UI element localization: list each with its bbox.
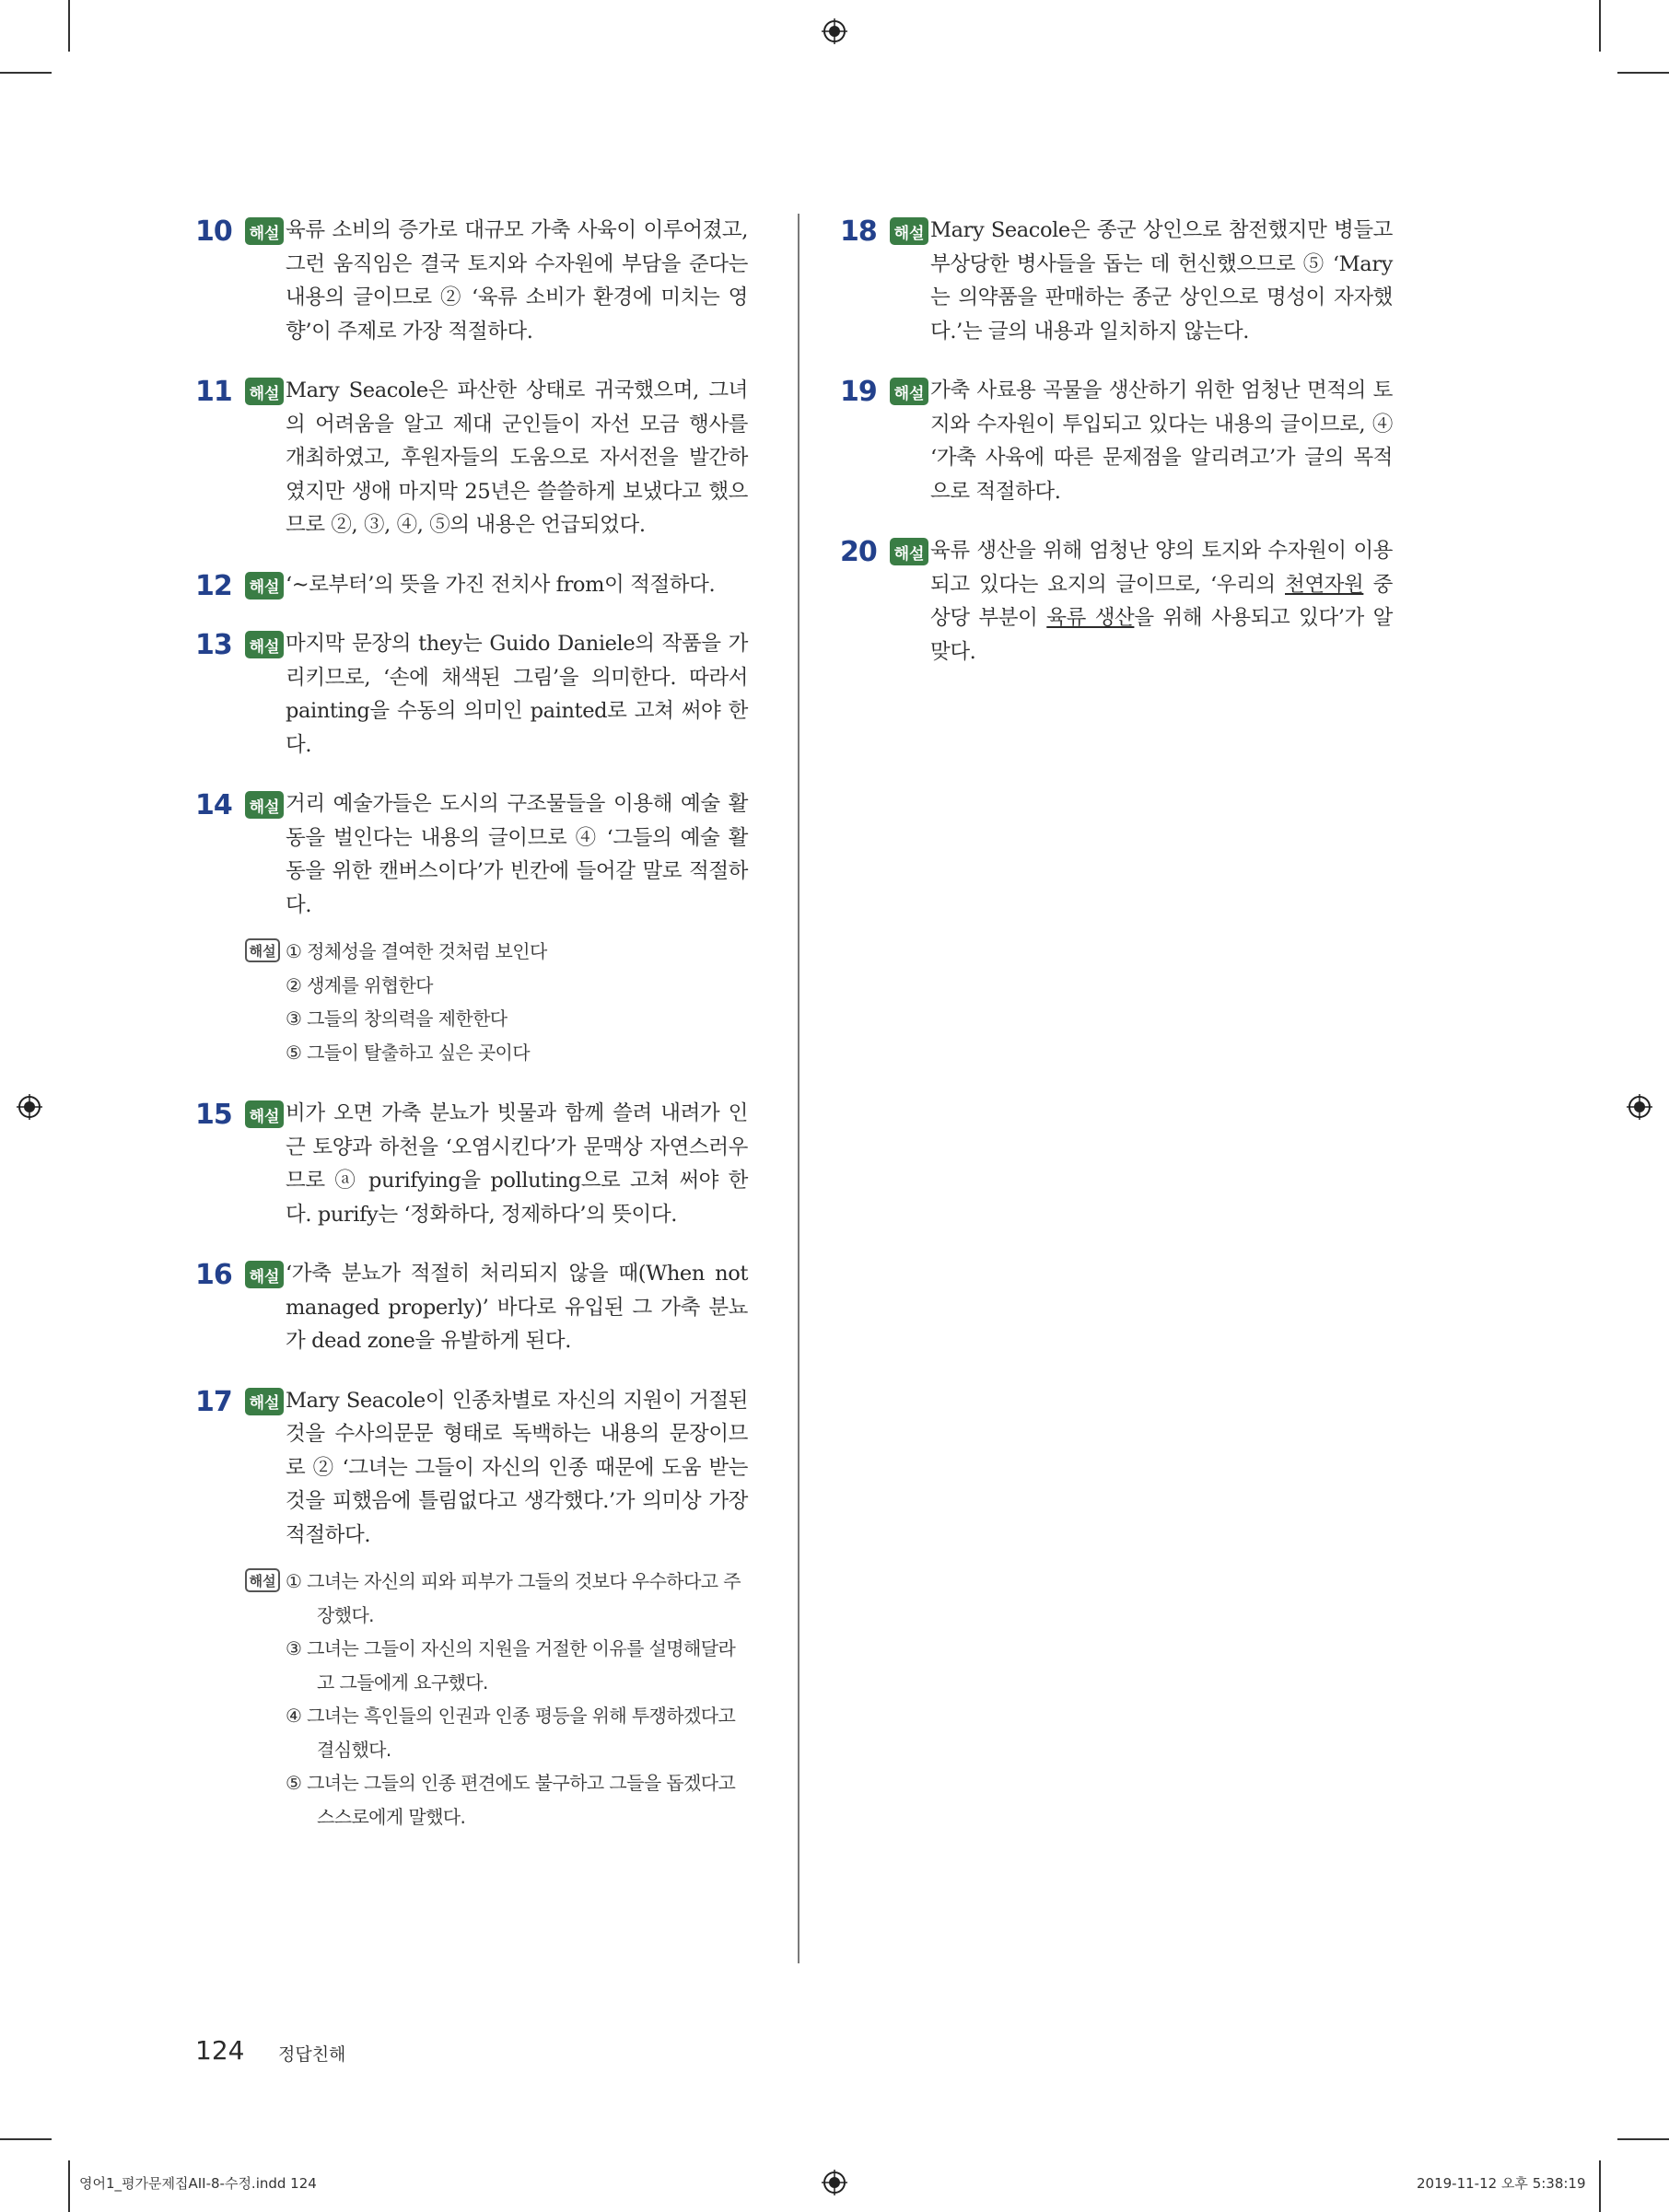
registration-mark-icon	[1627, 1094, 1652, 1120]
question-number: 12	[195, 569, 232, 602]
explanation-badge: 해설	[890, 217, 928, 245]
explanation-badge: 해설	[245, 1388, 284, 1415]
registration-mark-icon	[17, 1094, 42, 1120]
option-note: ① 정체성을 결여한 것처럼 보인다	[286, 940, 547, 962]
question-number: 15	[195, 1099, 232, 1131]
answer-entry-10	[195, 214, 748, 348]
option-note: ④ 그녀는 흑인들의 인권과 인종 평등을 위해 투쟁하겠다고 결심했다.	[286, 1705, 736, 1761]
explanation-text: ‘~로부터’의 뜻을 가진 전치사 from이 적절하다.	[286, 572, 716, 597]
question-number: 11	[195, 376, 232, 408]
option-note: ③ 그녀는 그들이 자신의 지원을 거절한 이유를 설명해달라고 그들에게 요구했다.	[286, 1637, 736, 1694]
explanation-text: 거리 예술가들은 도시의 구조물들을 이용해 예술 활동을 벌인다는 내용의 글이므로 ④ ‘그들의 예술 활동을 위한 캔버스이다’가 빈칸에 들어갈 말로 적절하다.	[286, 792, 748, 917]
page-number: 124	[195, 2035, 245, 2066]
explanation-text: 마지막 문장의 they는 Guido Daniele의 작품을 가리키므로, ‘손에 채색된 그림’을 의미한다. 따라서 painting을 수동의 의미인 painted로 고쳐 써야 한다.	[286, 632, 748, 757]
text-part: 육류 생산을 위해 엄청난 양의 토지와 수자원이 이용되고 있다는 요지의 글이므로, ‘우리의	[930, 539, 1393, 597]
answer-entry-13	[195, 627, 748, 762]
column-divider	[798, 214, 799, 1963]
option-note: ③ 그들의 창의력을 제한한다	[286, 1007, 508, 1030]
question-number: 14	[195, 789, 232, 821]
option-note: ① 그녀는 자신의 피와 피부가 그들의 것보다 우수하다고 주장했다.	[286, 1570, 741, 1626]
text-part: 을 위해 사용되고 있다’가 알맞다.	[930, 606, 1394, 664]
explanation-text: Mary Seacole은 종군 상인으로 참전했지만 병들고 부상당한 병사들을 돕는 데 헌신했으므로 ⑤ ‘Mary는 의약품을 판매하는 종군 상인으로 명성이 자자했다.’는 글의 내용과 일치하지 않는다.	[930, 218, 1393, 343]
wrong-answer-notes-14	[195, 935, 748, 1069]
explanation-text: Mary Seacole은 파산한 상태로 귀국했으며, 그녀의 어려움을 알고 제대 군인들이 자선 모금 행사를 개최하였고, 후원자들의 도움으로 자서전을 발간하였지만 생애 마지막 25년은 쓸쓸하게 보냈다고 했으므로 ②, ③, ④, ⑤의 내용은 언급되었다.	[286, 378, 748, 537]
explanation-text: 육류 소비의 증가로 대규모 가축 사육이 이루어졌고, 그런 움직임은 결국 토지와 수자원에 부담을 준다는 내용의 글이므로 ② ‘육류 소비가 환경에 미치는 영향’이 주제로 가장 적절하다.	[286, 218, 748, 343]
underlined-phrase: 천연자원	[1285, 572, 1364, 597]
crop-mark	[0, 2138, 52, 2140]
question-number: 19	[840, 376, 877, 408]
crop-mark	[1617, 2138, 1669, 2140]
answer-entry-19	[840, 374, 1393, 508]
explanation-text: 가축 사료용 곡물을 생산하기 위한 엄청난 면적의 토지와 수자원이 투입되고 있다는 내용의 글이므로, ④ ‘가축 사육에 따른 문제점을 알리려고’가 글의 목적으로 적절하다.	[930, 378, 1393, 504]
slug-filename: 영어1_평가문제집AII-8-수정.indd 124	[79, 2175, 317, 2192]
explanation-badge: 해설	[890, 538, 928, 565]
text-part: 중 상당 부분이	[930, 572, 1393, 630]
explanation-text: 비가 오면 가축 분뇨가 빗물과 함께 쓸려 내려가 인근 토양과 하천을 ‘오염시킨다’가 문맥상 자연스러우므로 ⓐ purifying을 polluting으로 고쳐 써야 한다. purify는 ‘정화하다, 정제하다’의 뜻이다.	[286, 1101, 748, 1227]
explanation-badge-outline: 해설	[245, 1568, 280, 1592]
crop-mark	[0, 72, 52, 74]
crop-mark	[1599, 0, 1601, 52]
crop-mark	[68, 2160, 70, 2212]
explanation-text: ‘가축 분뇨가 적절히 처리되지 않을 때(When not managed properly)’ 바다로 유입된 그 가축 분뇨가 dead zone을 유발하게 된다.	[286, 1262, 748, 1353]
answer-entry-12	[195, 568, 748, 602]
registration-mark-icon	[822, 18, 847, 44]
explanation-badge: 해설	[245, 791, 284, 819]
answer-entry-14	[195, 787, 748, 922]
answer-entry-18	[840, 214, 1393, 348]
question-number: 18	[840, 215, 877, 248]
explanation-badge: 해설	[245, 1100, 284, 1128]
question-number: 10	[195, 215, 232, 248]
slug-timestamp: 2019-11-12 오후 5:38:19	[1417, 2175, 1586, 2192]
answer-entry-15	[195, 1097, 748, 1231]
question-number: 17	[195, 1385, 232, 1418]
crop-mark	[1617, 72, 1669, 74]
question-number: 16	[195, 1259, 232, 1291]
explanation-badge: 해설	[245, 1261, 284, 1288]
explanation-badge-outline: 해설	[245, 938, 280, 962]
explanation-badge: 해설	[245, 378, 284, 405]
crop-mark	[1599, 2160, 1601, 2212]
answer-entry-11	[195, 374, 748, 542]
registration-mark-icon	[822, 2170, 847, 2195]
answer-entry-17	[195, 1384, 748, 1553]
right-column	[840, 214, 1393, 694]
option-note: ⑤ 그들이 탈출하고 싶은 곳이다	[286, 1041, 530, 1064]
question-number: 20	[840, 536, 877, 568]
option-note: ⑤ 그녀는 그들의 인종 편견에도 불구하고 그들을 돕겠다고 스스로에게 말했다.	[286, 1772, 736, 1828]
explanation-badge: 해설	[245, 631, 284, 658]
answer-entry-20	[840, 534, 1393, 669]
explanation-badge: 해설	[245, 572, 284, 600]
explanation-badge: 해설	[245, 217, 284, 245]
crop-mark	[68, 0, 70, 52]
left-column	[195, 214, 748, 1861]
section-label: 정답친해	[278, 2044, 346, 2065]
wrong-answer-notes-17	[195, 1565, 748, 1834]
answer-entry-16	[195, 1257, 748, 1358]
explanation-text	[930, 534, 1393, 669]
question-number: 13	[195, 629, 232, 661]
option-note: ② 생계를 위협한다	[286, 973, 433, 996]
explanation-text: Mary Seacole이 인종차별로 자신의 지원이 거절된 것을 수사의문문 형태로 독백하는 내용의 문장이므로 ② ‘그녀는 그들이 자신의 인종 때문에 도움 받는 것을 피했음에 틀림없다고 생각했다.’가 의미상 가장 적절하다.	[286, 1388, 748, 1547]
underlined-phrase: 육류 생산	[1046, 606, 1135, 630]
explanation-badge: 해설	[890, 378, 928, 405]
